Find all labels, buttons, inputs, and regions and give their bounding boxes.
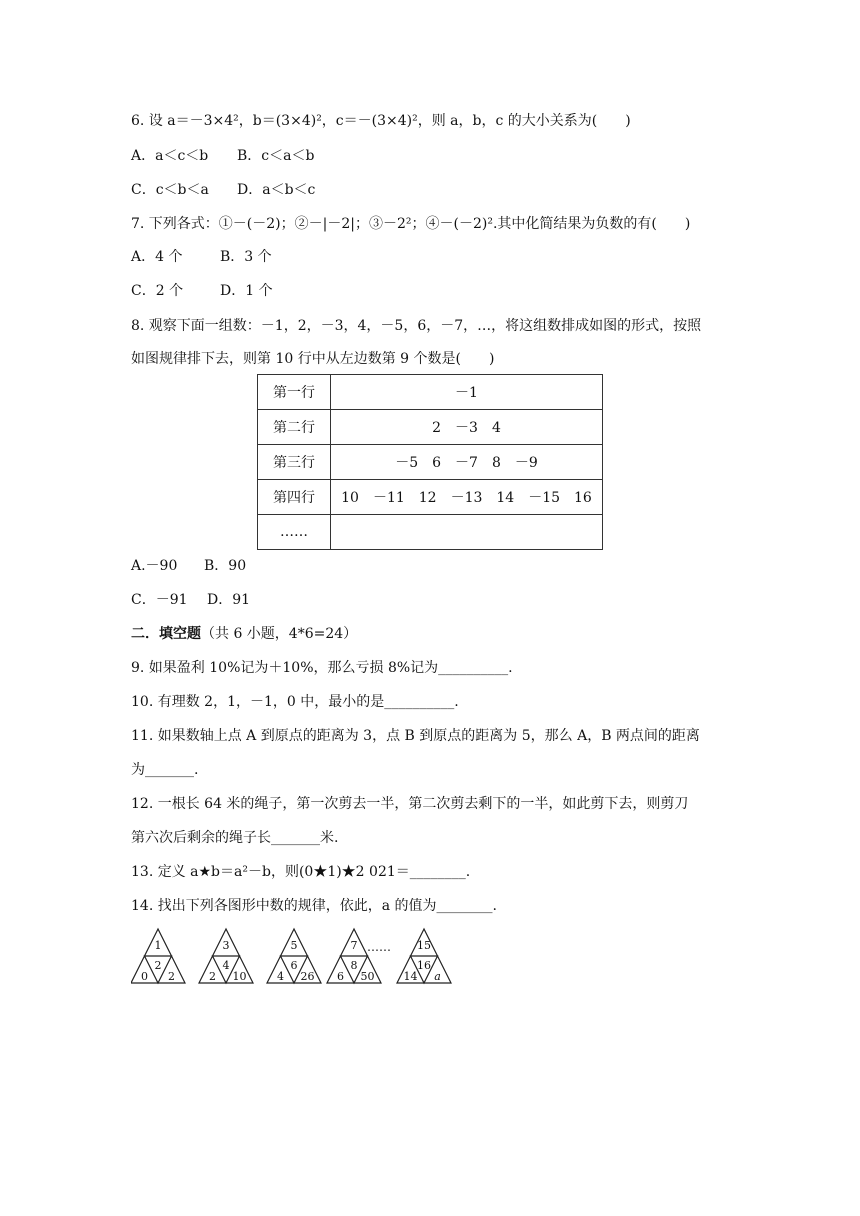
- triangle-left-number: 14: [403, 970, 418, 983]
- question-13: 13. 定义 a★b＝a²－b，则(0★1)★2 021＝________.: [131, 864, 471, 880]
- triangle-center-number: 8: [350, 959, 358, 972]
- triangle-top-number: 15: [417, 939, 431, 952]
- q6-option-a: A．a＜c＜b: [131, 148, 209, 164]
- triangle-figure: [131, 929, 185, 983]
- q7-option-c: C．2 个: [131, 283, 184, 299]
- row-values: －5 6 －7 8 －9: [331, 445, 603, 480]
- number-pattern-table: [257, 374, 603, 550]
- section-heading: [131, 624, 357, 644]
- triangle-top-number: 3: [222, 939, 230, 952]
- q7-option-b: B．3 个: [220, 249, 272, 265]
- q8-option-d: D．91: [207, 592, 251, 608]
- q8-option-c: C．－91: [131, 592, 188, 608]
- q8-option-b: B．90: [204, 558, 247, 574]
- triangle-left-number: 6: [337, 970, 344, 983]
- q6-option-b: B．c＜a＜b: [237, 148, 315, 164]
- triangle-right-number: 50: [360, 970, 375, 983]
- question-12-line2: 第六次后剩余的绳子长_______米.: [131, 830, 339, 846]
- question-11-line1: 11. 如果数轴上点 A 到原点的距离为 3，点 B 到原点的距离为 5，那么 A，B 两点间的距离: [131, 728, 700, 744]
- table-row: [258, 410, 603, 445]
- table-row: [258, 375, 603, 410]
- row-values: －1: [331, 375, 603, 410]
- table-row: [258, 445, 603, 480]
- triangle-right-number: 26: [300, 970, 315, 983]
- question-7-stem: 7. 下列各式：①－(－2)；②－|－2|；③－2²；④－(－2)².其中化简结果为负数的有( ): [131, 216, 691, 232]
- q6-option-c: C．c＜b＜a: [131, 182, 209, 198]
- q7-option-a: A．4 个: [131, 249, 183, 265]
- row-label: 第一行: [258, 375, 331, 410]
- question-8-stem-line2: 如图规律排下去，则第 10 行中从左边数第 9 个数是( ): [131, 351, 495, 367]
- row-values: [331, 515, 603, 550]
- triangle-right-number: a: [434, 970, 441, 983]
- question-8-stem-line1: 8. 观察下面一组数：－1，2，－3，4，－5，6，－7，…，将这组数排成如图的形式，按照: [131, 318, 702, 334]
- triangle-figures: [131, 925, 471, 987]
- question-14: 14. 找出下列各图形中数的规律，依此，a 的值为________.: [131, 898, 497, 914]
- row-values: 2 －3 4: [331, 410, 603, 445]
- q6-option-d: D．a＜b＜c: [237, 182, 316, 198]
- row-label: 第二行: [258, 410, 331, 445]
- question-12-line1: 12. 一根长 64 米的绳子，第一次剪去一半，第二次剪去剩下的一半，如此剪下去，则剪刀: [131, 796, 689, 812]
- q7-option-d: D．1 个: [220, 283, 273, 299]
- triangle-figure: [267, 929, 321, 983]
- triangle-top-number: 7: [350, 939, 358, 952]
- q8-option-a: A.－90: [131, 558, 178, 574]
- triangle-top-number: 1: [154, 939, 162, 952]
- triangle-top-number: 5: [290, 939, 298, 952]
- question-11-line2: 为_______.: [131, 762, 199, 778]
- triangle-right-number: 2: [168, 970, 175, 983]
- table-row: [258, 515, 603, 550]
- row-label: 第三行: [258, 445, 331, 480]
- triangle-left-number: 0: [141, 970, 148, 983]
- triangle-figure: [199, 929, 253, 983]
- question-9: 9. 如果盈利 10%记为＋10%，那么亏损 8%记为__________.: [131, 660, 513, 676]
- triangle-figure: [397, 929, 451, 983]
- triangle-center-number: 6: [290, 959, 298, 972]
- triangle-figure: [327, 929, 381, 983]
- triangle-left-number: 4: [277, 970, 284, 983]
- triangle-right-number: 10: [232, 970, 247, 983]
- triangle-center-number: 2: [154, 959, 162, 972]
- triangle-center-number: 16: [417, 959, 431, 972]
- ellipsis: ……: [367, 940, 391, 954]
- row-label: 第四行: [258, 480, 331, 515]
- section-title: 二．填空题: [131, 626, 201, 642]
- question-6-stem: 6. 设 a＝－3×4²，b＝(3×4)²，c＝－(3×4)²，则 a，b，c 的大小关系为( ): [131, 113, 631, 129]
- row-label: ……: [258, 515, 331, 550]
- row-values: 10 －11 12 －13 14 －15 16: [331, 480, 603, 515]
- triangle-center-number: 4: [222, 959, 230, 972]
- triangle-left-number: 2: [209, 970, 216, 983]
- table-row: [258, 480, 603, 515]
- section-note: （共 6 小题，4*6=24）: [201, 626, 358, 642]
- question-10: 10. 有理数 2，1，－1，0 中，最小的是__________.: [131, 694, 459, 710]
